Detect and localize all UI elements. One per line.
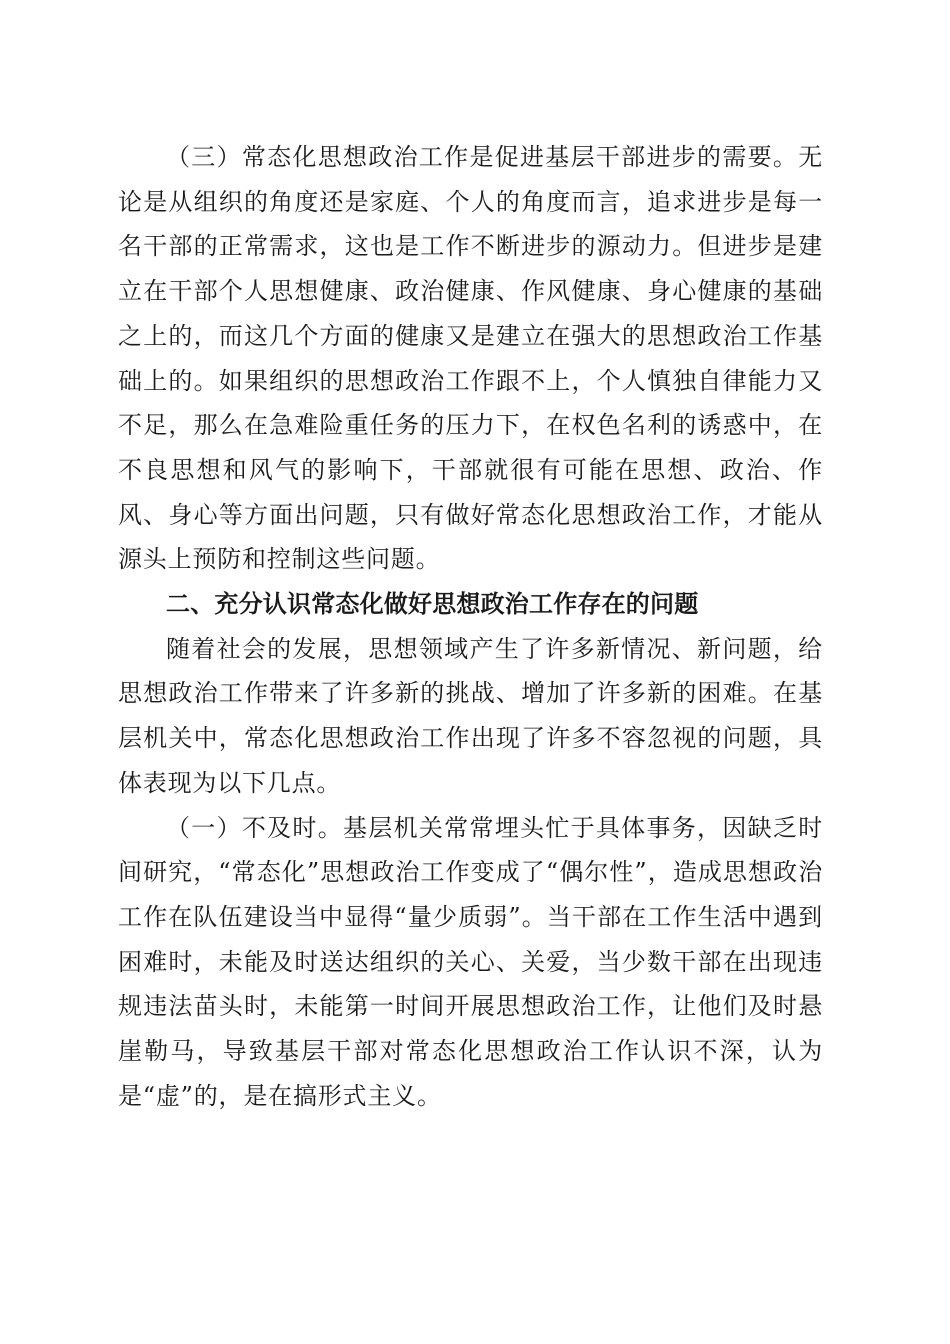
section-3-body: 无论是从组织的角度还是家庭、个人的角度而言，追求进步是每一名干部的正常需求，这也是工作不断进步的源动力。但进步是建立在干部个人思想健康、政治健康、作风健康、身心健康的基础之上的，而这几个方面的健康又是建立在强大的思想政治工作基础上的。如果组织的思想政治工作跟不上，个人慎独自律能力又不足，那么在急难险重任务的压力下，在权色名利的诱惑中，在不良思想和风气的影响下，干部就很有可能在思想、政治、作风、身心等方面出问题，只有做好常态化思想政治工作，才能从源头上预防和控制这些问题。 bbox=[118, 143, 823, 574]
point-1-body: 基层机关常常埋头忙于具体事务，因缺乏时间研究，“常态化”思想政治工作变成了“偶尔性”，造成思想政治工作在队伍建设当中显得“量少质弱”。当干部在工作生活中遇到困难时，未能及时送达组织的关心、关爱，当少数干部在出现违规违法苗头时，未能第一时间开展思想政治工作，让他们及时悬崖勒马，导致基层干部对常态化思想政治工作认识不深，认为是“虚”的，是在搞形式主义。 bbox=[118, 813, 823, 1110]
document-page bbox=[118, 135, 823, 1118]
paragraph-intro: 随着社会的发展，思想领域产生了许多新情况、新问题，给思想政治工作带来了许多新的挑战、增加了许多新的困难。在基层机关中，常态化思想政治工作出现了许多不容忽视的问题，具体表现为以下几点。 bbox=[118, 634, 823, 797]
point-1-lead: （一）不及时。 bbox=[166, 813, 344, 842]
heading-section-2: 二、充分认识常态化做好思想政治工作存在的问题 bbox=[166, 590, 699, 619]
paragraph-point-1 bbox=[118, 806, 823, 1119]
section-3-lead: （三）常态化思想政治工作是促进基层干部进步的需要。 bbox=[166, 143, 799, 171]
paragraph-section-3 bbox=[118, 135, 823, 582]
